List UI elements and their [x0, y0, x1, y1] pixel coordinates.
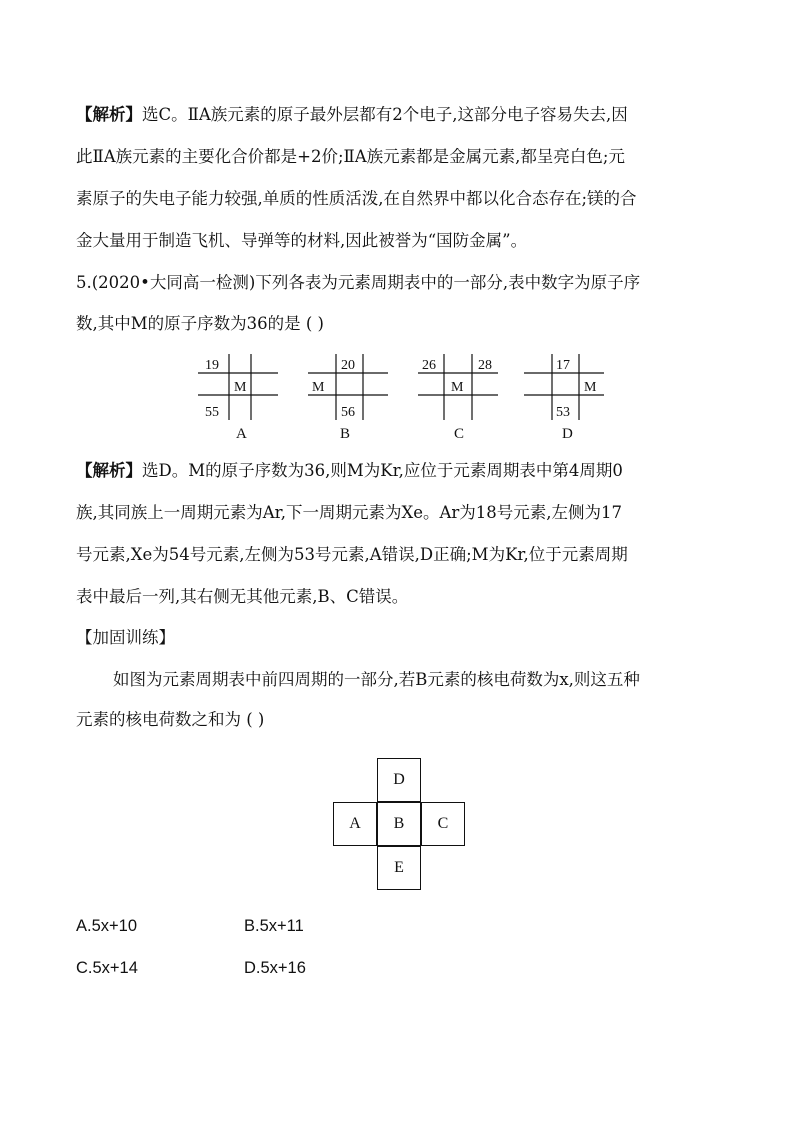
- table-c-label: C: [454, 426, 465, 442]
- table-a-bottom-left: 55: [205, 405, 219, 420]
- reinforce-line-2: 元素的核电荷数之和为 ( ): [76, 710, 265, 729]
- table-d-bottom-center: 53: [556, 405, 570, 420]
- analysis2-line-3: 号元素,Xe为54号元素,左侧为53号元素,A错误,D正确;M为Kr,位于元素周期: [76, 545, 628, 564]
- analysis1-line-2: 此ⅡA族元素的主要化合价都是+2价;ⅡA族元素都是金属元素,都呈亮白色;元: [76, 147, 625, 166]
- option-d: D.5x+16: [244, 959, 306, 977]
- table-b: [308, 354, 390, 428]
- table-c-top-left: 26: [422, 358, 436, 373]
- table-b-top-center: 20: [341, 358, 355, 373]
- table-b-middle-left: M: [312, 380, 325, 395]
- analysis-tag: 【解析】: [76, 461, 142, 480]
- cross-cell-top: D: [377, 758, 421, 802]
- question5-line-1: 5.(2020•大同高一检测)下列各表为元素周期表中的一部分,表中数字为原子序: [76, 273, 641, 292]
- reinforce-line-1: 如图为元素周期表中前四周期的一部分,若B元素的核电荷数为x,则这五种: [113, 670, 640, 689]
- analysis2-line-1: [76, 460, 623, 482]
- option-a: A.5x+10: [76, 917, 138, 935]
- analysis2-line-4: 表中最后一列,其右侧无其他元素,B、C错误。: [76, 587, 409, 606]
- table-d: [524, 354, 606, 428]
- table-d-top-center: 17: [556, 358, 570, 373]
- analysis1-line-4: 金大量用于制造飞机、导弹等的材料,因此被誉为“国防金属”。: [76, 231, 528, 250]
- table-c-top-right: 28: [478, 358, 492, 373]
- analysis1-line-1: [76, 104, 628, 126]
- analysis-tag: 【解析】: [76, 105, 142, 124]
- table-a-top-left: 19: [205, 358, 219, 373]
- table-d-middle-right: M: [584, 380, 597, 395]
- table-c-middle-center: M: [451, 380, 464, 395]
- analysis1-text-1: 选C。ⅡA族元素的原子最外层都有2个电子,这部分电子容易失去,因: [142, 105, 628, 124]
- question5-line-2: 数,其中M的原子序数为36的是 ( ): [76, 314, 324, 333]
- option-b: B.5x+11: [244, 917, 304, 935]
- table-b-bottom-center: 56: [341, 405, 355, 420]
- cross-cell-right: C: [421, 802, 465, 846]
- analysis1-line-3: 素原子的失电子能力较强,单质的性质活泼,在自然界中都以化合态存在;镁的合: [76, 189, 637, 208]
- analysis2-text-1: 选D。M的原子序数为36,则M为Kr,应位于元素周期表中第4周期0: [142, 461, 623, 480]
- table-a-label: A: [236, 426, 247, 442]
- cross-cell-left: A: [333, 802, 377, 846]
- table-c: [418, 354, 500, 428]
- analysis2-line-2: 族,其同族上一周期元素为Ar,下一周期元素为Xe。Ar为18号元素,左侧为17: [76, 503, 623, 522]
- table-b-label: B: [340, 426, 351, 442]
- reinforce-heading: 【加固训练】: [76, 628, 175, 647]
- table-d-label: D: [562, 426, 573, 442]
- table-a-middle-center: M: [234, 380, 247, 395]
- table-a: [198, 354, 280, 428]
- cross-cell-center: B: [377, 802, 421, 846]
- cross-cell-bottom: E: [377, 846, 421, 890]
- option-c: C.5x+14: [76, 959, 138, 977]
